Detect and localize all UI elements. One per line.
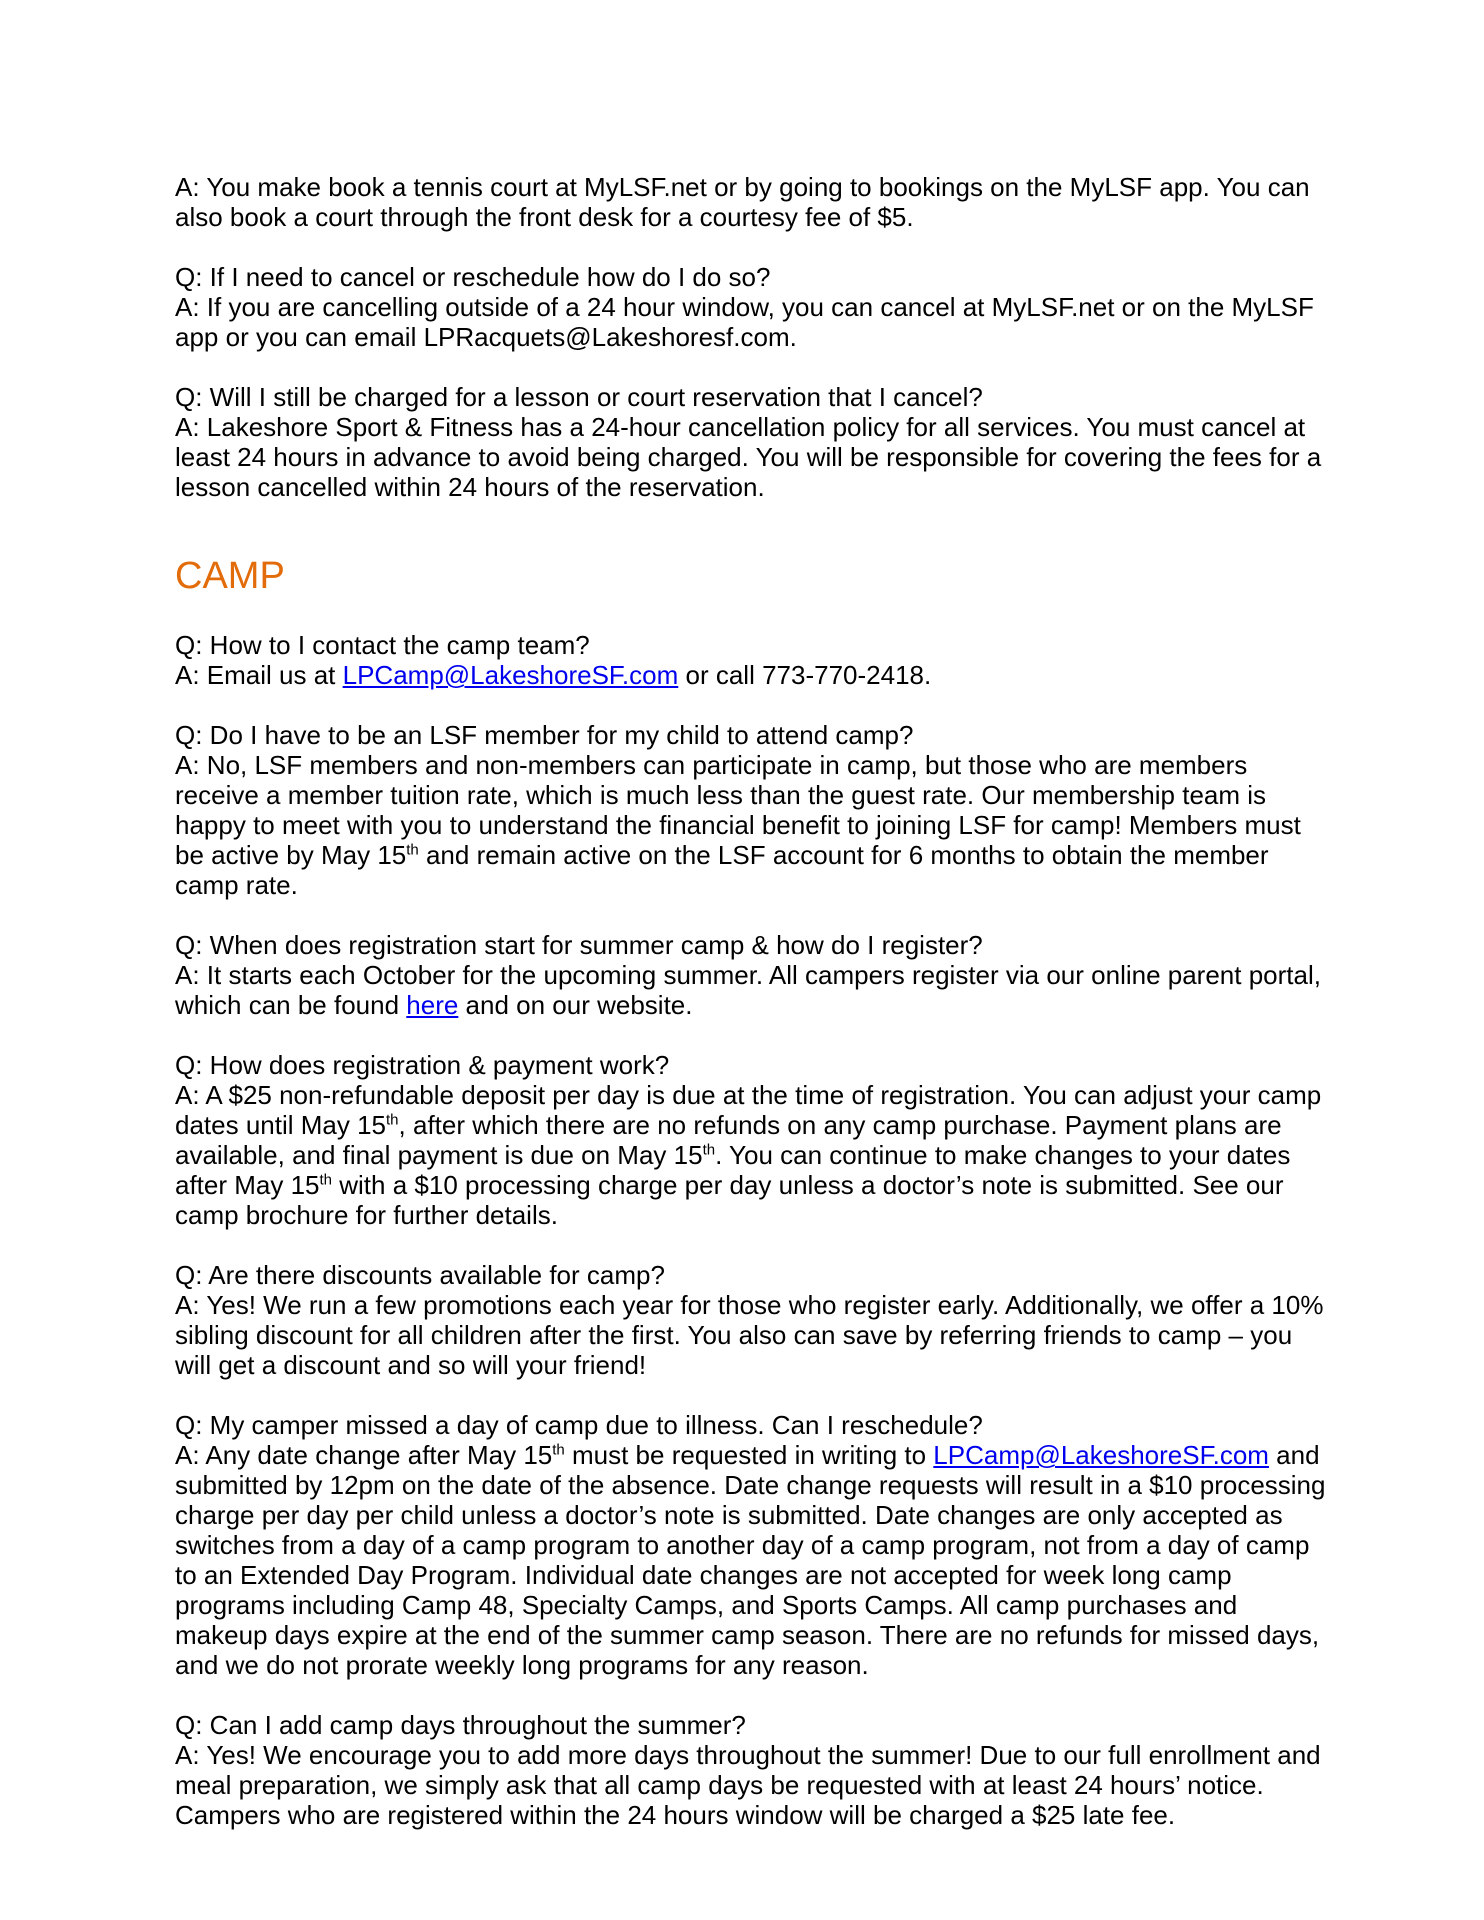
- question-text: Q: My camper missed a day of camp due to illness. Can I reschedule?: [175, 1410, 983, 1440]
- parent-portal-link[interactable]: here: [406, 990, 459, 1020]
- answer-text: [175, 660, 1335, 690]
- answer-part: must be requested in writing to: [564, 1440, 934, 1470]
- answer-suffix: and on our website.: [458, 990, 693, 1020]
- answer-part: . You can continue to make changes to your dates after May 15: [175, 1140, 1291, 1200]
- answer-text: [175, 960, 1335, 1020]
- camp-email-link[interactable]: LPCamp@LakeshoreSF.com: [933, 1440, 1269, 1470]
- question-text: Q: How does registration & payment work?: [175, 1050, 670, 1080]
- answer-text: A: Yes! We run a few promotions each year for those who register early. Additionally, we offer a 10% sibling discount for all children after the first. You also can save by referring friends to camp – you will get a discount and so will your friend!: [175, 1290, 1324, 1380]
- faq-camp-contact: [175, 630, 1335, 690]
- ordinal-suffix: th: [406, 841, 419, 859]
- question-text: Q: Do I have to be an LSF member for my child to attend camp?: [175, 720, 914, 750]
- question-text: Q: When does registration start for summer camp & how do I register?: [175, 930, 983, 960]
- answer-part: A: A $25 non-refundable deposit per day is due at the time of registration. You can adjust your camp dates until May 15: [175, 1080, 1322, 1140]
- answer-text: [175, 1080, 1335, 1230]
- answer-part: A: No, LSF members and non-members can participate in camp, but those who are members receive a member tuition rate, which is much less than the guest rate. Our membership team is happy to meet with you to understand the financial benefit to joining LSF for camp! Members must be active by May 15: [175, 750, 1301, 870]
- answer-text: A: You make book a tennis court at MyLSF.net or by going to bookings on the MyLSF app. You can also book a court through the front desk for a courtesy fee of $5.: [175, 172, 1310, 232]
- question-text: Q: How to I contact the camp team?: [175, 630, 590, 660]
- faq-tennis-booking: [175, 172, 1335, 232]
- answer-text: A: If you are cancelling outside of a 24 hour window, you can cancel at MyLSF.net or on the MyLSF app or you can email LPRacquets@Lakeshoresf.com.: [175, 292, 1314, 352]
- faq-camp-add-days: [175, 1710, 1335, 1830]
- answer-part: and remain active on the LSF account for 6 months to obtain the member camp rate.: [175, 840, 1269, 900]
- answer-part: with a $10 processing charge per day unless a doctor’s note is submitted. See our camp brochure for further details.: [175, 1170, 1284, 1230]
- faq-tennis-cancel: [175, 262, 1335, 352]
- question-text: Q: Can I add camp days throughout the summer?: [175, 1710, 746, 1740]
- question-text: Q: If I need to cancel or reschedule how do I do so?: [175, 262, 771, 292]
- answer-part: , after which there are no refunds on any camp purchase. Payment plans are available, and final payment is due on May 15: [175, 1110, 1282, 1170]
- answer-prefix: A: It starts each October for the upcoming summer. All campers register via our online parent portal, which can be found: [175, 960, 1321, 1020]
- ordinal-suffix: th: [702, 1141, 716, 1159]
- question-text: Q: Will I still be charged for a lesson or court reservation that I cancel?: [175, 382, 983, 412]
- faq-tennis-charged: [175, 382, 1335, 502]
- ordinal-suffix: th: [386, 1111, 399, 1129]
- answer-text: A: Lakeshore Sport & Fitness has a 24-hour cancellation policy for all services. You must cancel at least 24 hours in advance to avoid being charged. You will be responsible for covering the fees for a lesson cancelled within 24 hours of the reservation.: [175, 412, 1322, 502]
- faq-camp-discounts: [175, 1260, 1335, 1380]
- faq-camp-illness: [175, 1410, 1335, 1680]
- faq-camp-payment: [175, 1050, 1335, 1230]
- answer-part: and submitted by 12pm on the date of the absence. Date change requests will result in a $10 processing charge per day per child unless a doctor’s note is submitted. Date changes are only accepted as switches from a day of a camp program to another day of a camp program, not from a day of camp to an Extended Day Program. Individual date changes are not accepted for week long camp programs including Camp 48, Specialty Camps, and Sports Camps. All camp purchases and makeup days expire at the end of the summer camp season. There are no refunds for missed days, and we do not prorate weekly long programs for any reason.: [175, 1440, 1326, 1680]
- camp-section-heading: CAMP: [175, 555, 285, 597]
- faq-camp-membership: [175, 720, 1335, 900]
- ordinal-suffix: th: [319, 1171, 333, 1189]
- faq-camp-registration: [175, 930, 1335, 1020]
- answer-part: A: Any date change after May 15: [175, 1440, 553, 1470]
- answer-prefix: A: Email us at: [175, 660, 343, 690]
- answer-text: A: Yes! We encourage you to add more days throughout the summer! Due to our full enrollment and meal preparation, we simply ask that all camp days be requested with at least 24 hours’ notice. Campers who are registered within the 24 hours window will be charged a $25 late fee.: [175, 1740, 1321, 1830]
- faq-document: [175, 172, 1335, 1860]
- camp-email-link[interactable]: LPCamp@LakeshoreSF.com: [342, 660, 679, 690]
- question-text: Q: Are there discounts available for camp?: [175, 1260, 665, 1290]
- answer-suffix: or call 773-770-2418.: [678, 660, 932, 690]
- ordinal-suffix: th: [552, 1441, 565, 1459]
- answer-text: [175, 1440, 1335, 1680]
- answer-text: [175, 750, 1335, 900]
